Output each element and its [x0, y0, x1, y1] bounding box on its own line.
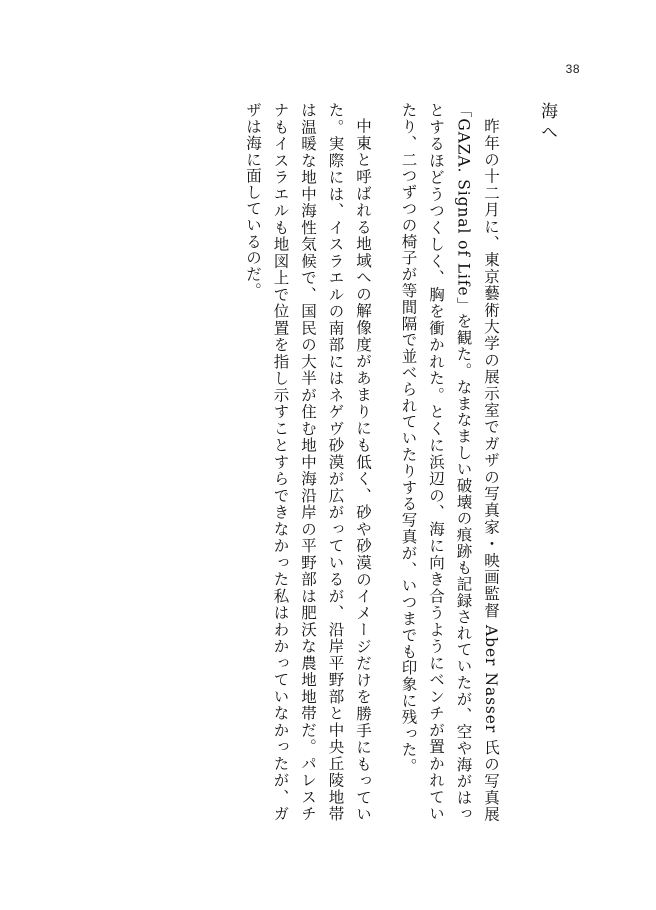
essay-title: 海へ	[537, 102, 557, 144]
paragraph-1: 昨年の十二月に、東京藝術大学の展示室でガザの写真家・映画監督 Aber Nasser 氏の写真展「GAZA. Signal of Life」を観た。なまなましい破壊の痕跡も記録されていたが、空や海がはっとするほどうつくしく、胸を衝かれた。とくに浜辺の、海に向き合うようにベンチが置かれていたり、二つずつの椅子が等間隔で並べられていたりする写真が、いつまでも印象に残った。	[399, 102, 500, 822]
page-number: 38	[565, 62, 580, 76]
paragraph-2: 中東と呼ばれる地域への解像度があまりにも低く、砂や砂漠のイメージだけを勝手にもっていた。実際には、イスラエルの南部にはネゲヴ砂漠が広がっているが、沿岸平野部と中央丘陵地帯は温暖な地中海性気候で、国民の大半が住む地中海沿岸の平野部は肥沃な農地地帯だ。パレスチナもイスラエルも地図上で位置を指し示すことすらできなかった私はわかっていなかったが、ガザは海に面しているのだ。	[244, 102, 372, 822]
paragraph-spacer	[376, 102, 394, 822]
vertical-text-body	[239, 102, 561, 822]
